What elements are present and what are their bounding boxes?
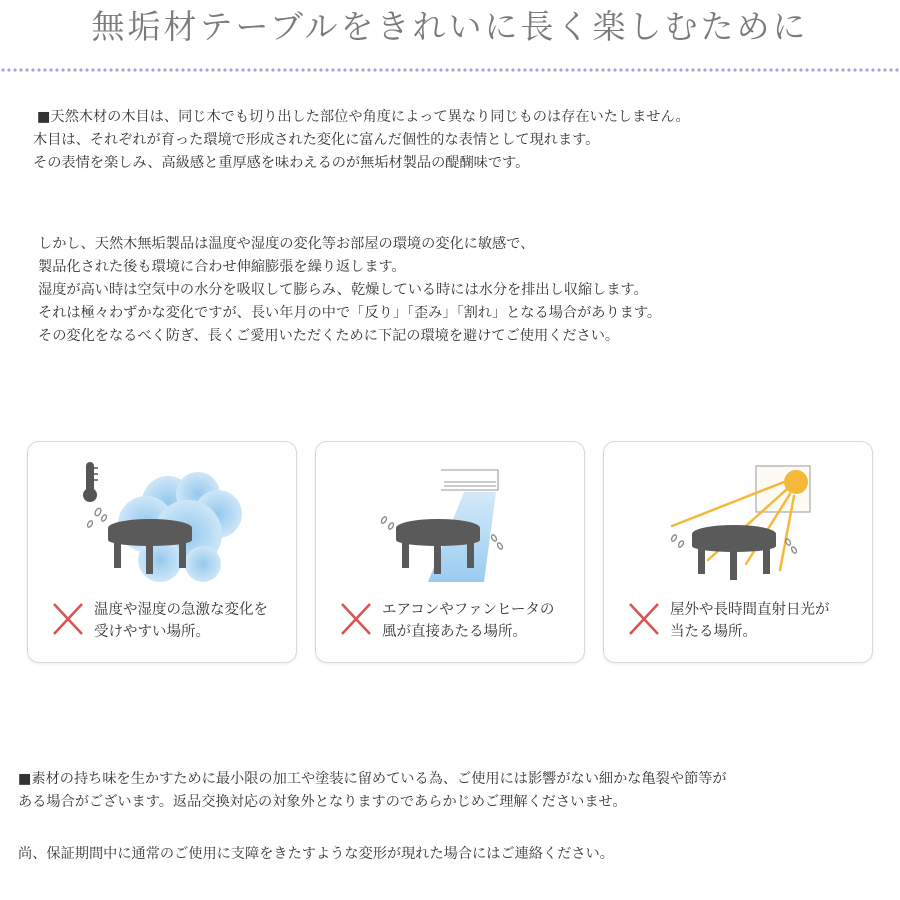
caution-line: その変化をなるべく防ぎ、長くご愛用いただくために下記の環境を避けてご使用ください。: [38, 328, 620, 344]
page-title: 無垢材テーブルをきれいに長く楽しむために: [91, 7, 809, 46]
cross-icon: [340, 602, 372, 636]
avoid-card-temperature-humidity: [27, 441, 297, 663]
intro-line: 木目は、それぞれが育った環境で形成された変化に富んだ個性的な表情として現れます。: [33, 132, 600, 148]
caption-line: 屋外や長時間直射日光が: [670, 602, 830, 618]
note-line: ■素材の持ち味を生かすために最小限の加工や塗装に留めている為、ご使用には影響がない細かな亀裂や節等が: [18, 771, 727, 787]
caption-line: 当たる場所。: [670, 624, 757, 640]
material-note: [18, 768, 727, 814]
card-caption: [94, 599, 268, 643]
dotted-divider: [0, 68, 900, 72]
sunlight-window-icon: [604, 442, 872, 592]
cross-icon: [52, 602, 84, 636]
intro-line: ■天然木材の木目は、同じ木でも切り出した部位や角度によって異なり同じものは存在いたしません。: [37, 109, 690, 125]
warranty-note: 尚、保証期間中に通常のご使用に支障をきたすような変形が現れた場合にはご連絡ください。: [18, 846, 614, 862]
air-conditioner-icon: [316, 442, 584, 592]
caption-line: 温度や湿度の急激な変化を: [94, 602, 268, 618]
caution-line: 製品化された後も環境に合わせ伸縮膨張を繰り返します。: [38, 259, 406, 275]
caption-line: 風が直接あたる場所。: [382, 624, 527, 640]
note-line: ある場合がございます。返品交換対応の対象外となりますのであらかじめご理解くださいませ。: [18, 794, 627, 810]
intro-paragraph: [33, 106, 690, 175]
caution-line: それは極々わずかな変化ですが、長い年月の中で「反り」「歪み」「割れ」となる場合があります。: [38, 305, 662, 321]
avoid-card-air-conditioner: [315, 441, 585, 663]
intro-line: その表情を楽しみ、高級感と重厚感を味わえるのが無垢材製品の醍醐味です。: [33, 155, 530, 171]
caution-line: 湿度が高い時は空気中の水分を吸収して膨らみ、乾燥している時には水分を排出し収縮します。: [38, 282, 648, 298]
caption-line: エアコンやファンヒータの: [382, 602, 555, 618]
thermometer-humidity-icon: [28, 442, 296, 592]
caption-line: 受けやすい場所。: [94, 624, 210, 640]
avoid-card-sunlight: [603, 441, 873, 663]
caution-paragraph: [38, 233, 661, 348]
cross-icon: [628, 602, 660, 636]
card-caption: [382, 599, 554, 643]
card-caption: [670, 599, 830, 643]
caution-line: しかし、天然木無垢製品は温度や湿度の変化等お部屋の環境の変化に敏感で、: [38, 236, 535, 252]
